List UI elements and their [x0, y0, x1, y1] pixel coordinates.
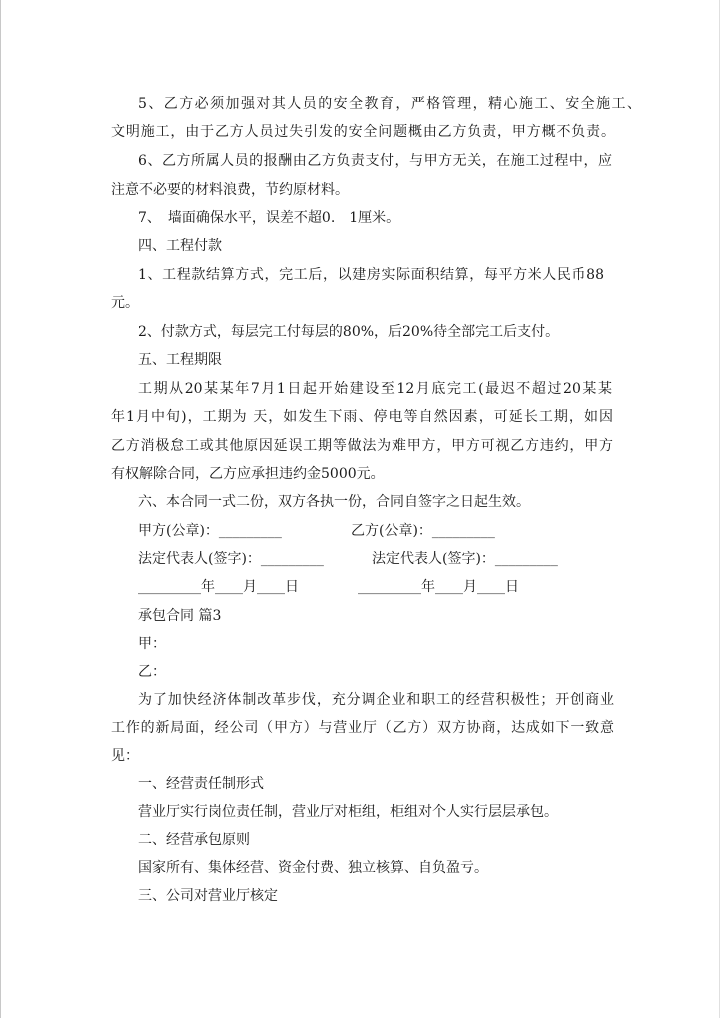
party-b-representative: 法定代表人(签字)：_________ — [372, 551, 558, 567]
party-a-seal: 甲方(公章)：_________ — [138, 523, 282, 539]
party-b-label: 乙： — [138, 664, 166, 680]
contract-3-title: 承包合同 篇3 — [138, 608, 222, 624]
payment-1-line-1: 1、工程款结算方式，完工后，以建房实际面积结算，每平方米人民币88 — [138, 267, 604, 283]
payment-2: 2、付款方式，每层完工付每层的80%，后20%待全部完工后支付。 — [138, 324, 560, 340]
clause-6-line-1: 6、乙方所属人员的报酬由乙方负责支付，与甲方无关，在施工过程中，应 — [138, 153, 612, 169]
clause-6-line-2: 注意不必要的材料浪费，节约原材料。 — [111, 182, 349, 198]
section-6-text: 六、本合同一式二份，双方各执一份，合同自签字之日起生效。 — [138, 494, 530, 510]
section-1-heading: 一、经营责任制形式 — [138, 776, 264, 792]
term-line-3: 乙方消极怠工或其他原因延误工期等做法为难甲方，甲方可视乙方违约，甲方 — [111, 438, 613, 454]
section-3-heading: 三、公司对营业厅核定 — [138, 888, 278, 904]
preamble-line-2: 工作的新局面，经公司（甲方）与营业厅（乙方）双方协商，达成如下一致意 — [111, 720, 614, 736]
party-b-date: _________年____月____日 — [358, 579, 519, 595]
party-a-representative: 法定代表人(签字)：_________ — [138, 551, 324, 567]
preamble-line-3: 见： — [111, 748, 139, 764]
section-4-heading: 四、工程付款 — [138, 238, 222, 254]
party-a-date: _________年____月____日 — [138, 579, 299, 595]
payment-1-line-2: 元。 — [111, 295, 139, 311]
preamble-line-1: 为了加快经济体制改革步伐，充分调企业和职工的经营积极性；开创商业 — [138, 692, 614, 708]
clause-5-line-2: 文明施工，由于乙方人员过失引发的安全问题概由乙方负责，甲方概不负责。 — [111, 124, 615, 140]
clause-7: 7、 墙面确保水平，误差不超0. 1厘米。 — [138, 210, 401, 226]
party-a-label: 甲： — [138, 636, 166, 652]
term-line-1: 工期从20某某年7月1日起开始建设至12月底完工(最迟不超过20某某 — [138, 381, 612, 397]
section-2-heading: 二、经营承包原则 — [138, 832, 250, 848]
term-line-2: 年1月中旬)，工期为 天，如发生下雨、停电等自然因素，可延长工期，如因 — [111, 409, 613, 425]
clause-5-line-1: 5、乙方必须加强对其人员的安全教育，严格管理，精心施工、安全施工、 — [138, 96, 641, 112]
section-1-text: 营业厅实行岗位责任制，营业厅对柜组，柜组对个人实行层层承包。 — [138, 804, 558, 820]
section-5-heading: 五、工程期限 — [138, 352, 222, 368]
section-2-text: 国家所有、集体经营、资金付费、独立核算、自负盈亏。 — [138, 860, 488, 876]
term-line-4: 有权解除合同，乙方应承担违约金5000元。 — [111, 466, 385, 482]
party-b-seal: 乙方(公章)：_________ — [351, 523, 495, 539]
